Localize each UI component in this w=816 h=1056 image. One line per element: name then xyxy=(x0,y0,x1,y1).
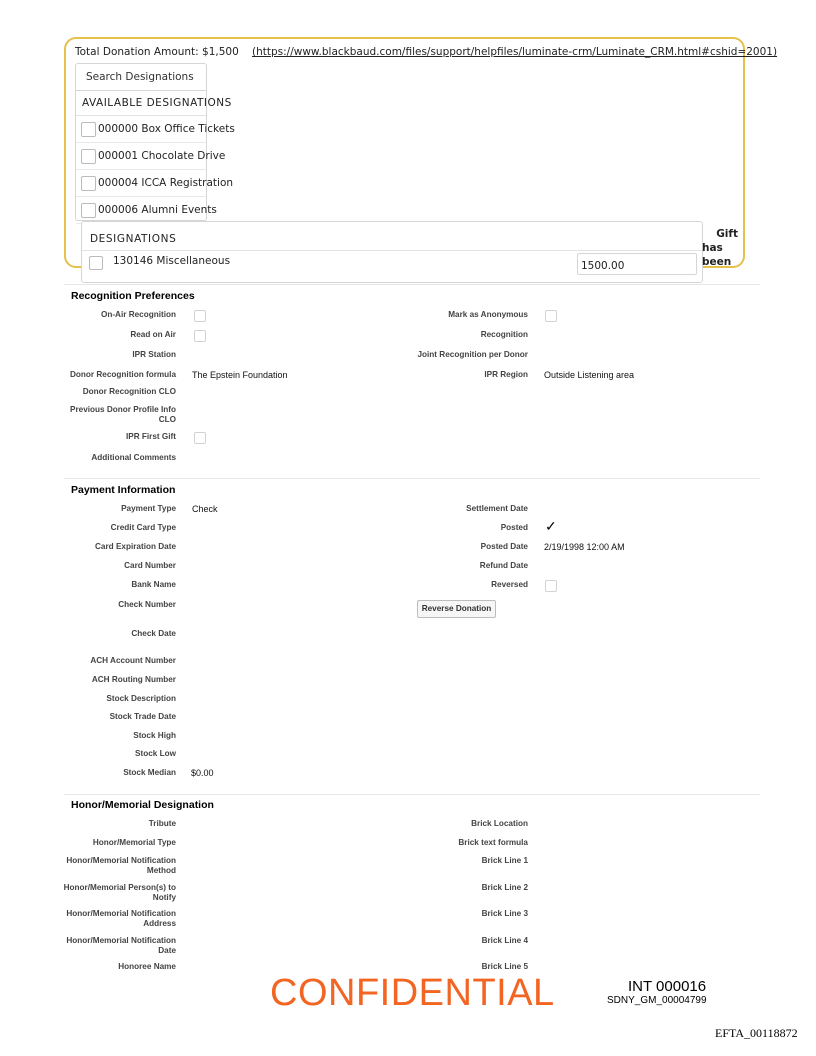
stock-median-value: $0.00 xyxy=(191,768,214,778)
payment-type-value: Check xyxy=(192,504,218,514)
int-number: INT 000016 xyxy=(628,978,707,995)
field-label: Recognition xyxy=(480,330,528,339)
section-title-payment: Payment Information xyxy=(71,484,176,496)
item-checkbox[interactable] xyxy=(81,176,96,191)
section-divider xyxy=(64,478,760,479)
section-title-recognition: Recognition Preferences xyxy=(71,290,195,302)
available-designations-list xyxy=(75,63,235,221)
item-checkbox[interactable] xyxy=(81,122,96,137)
help-link[interactable]: (https://www.blackbaud.com/files/support/helpfiles/luminate-crm/Luminate_CRM.html#cshid=2001) xyxy=(252,46,778,58)
designation-row-name: 130146 Miscellaneous xyxy=(113,255,231,267)
field-label: Stock Low xyxy=(135,749,176,758)
designations-table xyxy=(81,221,703,283)
list-item[interactable]: 000000 Box Office Tickets xyxy=(76,116,206,143)
item-checkbox[interactable] xyxy=(81,203,96,218)
field-label: Joint Recognition per Donor xyxy=(417,350,528,359)
field-label: Additional Comments xyxy=(91,453,176,462)
field-label: IPR Region xyxy=(484,370,528,379)
read-on-air-checkbox[interactable] xyxy=(194,330,206,342)
field-label: Stock Trade Date xyxy=(109,712,176,721)
item-checkbox[interactable] xyxy=(81,149,96,164)
posted-checkmark-icon[interactable]: ✓ xyxy=(545,518,557,534)
field-label: Check Number xyxy=(118,600,176,609)
list-item[interactable]: 000006 Alumni Events xyxy=(76,197,206,224)
field-label: Read on Air xyxy=(130,330,176,339)
gift-status-message: Gift has been xyxy=(702,228,738,268)
section-title-honor: Honor/Memorial Designation xyxy=(71,799,214,811)
field-label: Stock Description xyxy=(106,694,176,703)
field-label: Honoree Name xyxy=(118,962,176,971)
field-label: IPR Station xyxy=(132,350,176,359)
field-label: Credit Card Type xyxy=(110,523,176,532)
field-label: Previous Donor Profile Info CLO xyxy=(70,405,176,424)
available-designations-header: AVAILABLE DESIGNATIONS xyxy=(76,91,206,116)
field-label: Stock High xyxy=(133,731,176,740)
ipr-first-gift-checkbox[interactable] xyxy=(194,432,206,444)
designations-header: DESIGNATIONS xyxy=(90,233,177,245)
list-item[interactable]: 000001 Chocolate Drive xyxy=(76,143,206,170)
confidential-stamp: CONFIDENTIAL xyxy=(270,972,555,1014)
field-label: Brick Line 5 xyxy=(481,962,528,971)
field-label: Brick Line 3 xyxy=(481,909,528,918)
field-label: Check Date xyxy=(131,629,176,638)
sdny-number: SDNY_GM_00004799 xyxy=(607,995,707,1006)
field-label: Reversed xyxy=(491,580,528,589)
field-label: Tribute xyxy=(148,819,176,828)
field-label: ACH Routing Number xyxy=(91,675,176,684)
field-label: Card Number xyxy=(124,561,176,570)
donor-recognition-formula-value: The Epstein Foundation xyxy=(192,370,288,380)
field-label: Brick Line 2 xyxy=(481,883,528,892)
field-label: Mark as Anonymous xyxy=(448,310,528,319)
field-label: Brick Line 1 xyxy=(481,856,528,865)
posted-date-value: 2/19/1998 12:00 AM xyxy=(544,542,625,552)
field-label: Stock Median xyxy=(123,768,176,777)
field-label: IPR First Gift xyxy=(125,432,176,441)
designation-amount-input[interactable]: 1500.00 xyxy=(577,253,697,275)
field-label: Brick Location xyxy=(471,819,528,828)
list-item[interactable]: 000004 ICCA Registration xyxy=(76,170,206,197)
field-label: Settlement Date xyxy=(466,504,528,513)
field-label: Honor/Memorial Notification Address xyxy=(66,909,176,928)
divider xyxy=(82,250,702,251)
field-label: Posted Date xyxy=(480,542,528,551)
field-label: Brick Line 4 xyxy=(481,936,528,945)
field-label: Refund Date xyxy=(479,561,528,570)
designation-row-checkbox[interactable] xyxy=(89,256,103,270)
total-donation-amount: Total Donation Amount: $1,500 xyxy=(75,46,239,58)
field-label: Bank Name xyxy=(131,580,176,589)
field-label: Payment Type xyxy=(121,504,176,513)
field-label: Donor Recognition CLO xyxy=(82,387,176,396)
field-label: Brick text formula xyxy=(458,838,528,847)
field-label: Donor Recognition formula xyxy=(70,370,176,379)
field-label: On-Air Recognition xyxy=(100,310,176,319)
search-designations-input[interactable]: Search Designations xyxy=(76,64,206,91)
mark-as-anonymous-checkbox[interactable] xyxy=(545,310,557,322)
ipr-region-value: Outside Listening area xyxy=(544,370,635,380)
field-label: Honor/Memorial Notification Method xyxy=(66,856,176,875)
field-label: Posted xyxy=(500,523,528,532)
section-divider xyxy=(64,284,760,285)
field-label: Honor/Memorial Type xyxy=(92,838,176,847)
section-divider xyxy=(64,794,760,795)
field-label: ACH Account Number xyxy=(90,656,176,665)
reverse-donation-button[interactable]: Reverse Donation xyxy=(417,600,496,618)
field-label: Honor/Memorial Notification Date xyxy=(66,936,176,955)
efta-number: EFTA_00118872 xyxy=(715,1026,798,1040)
field-label: Card Expiration Date xyxy=(95,542,176,551)
reversed-checkbox[interactable] xyxy=(545,580,557,592)
field-label: Honor/Memorial Person(s) to Notify xyxy=(63,883,176,902)
designation-panel xyxy=(64,37,778,272)
on-air-recognition-checkbox[interactable] xyxy=(194,310,206,322)
